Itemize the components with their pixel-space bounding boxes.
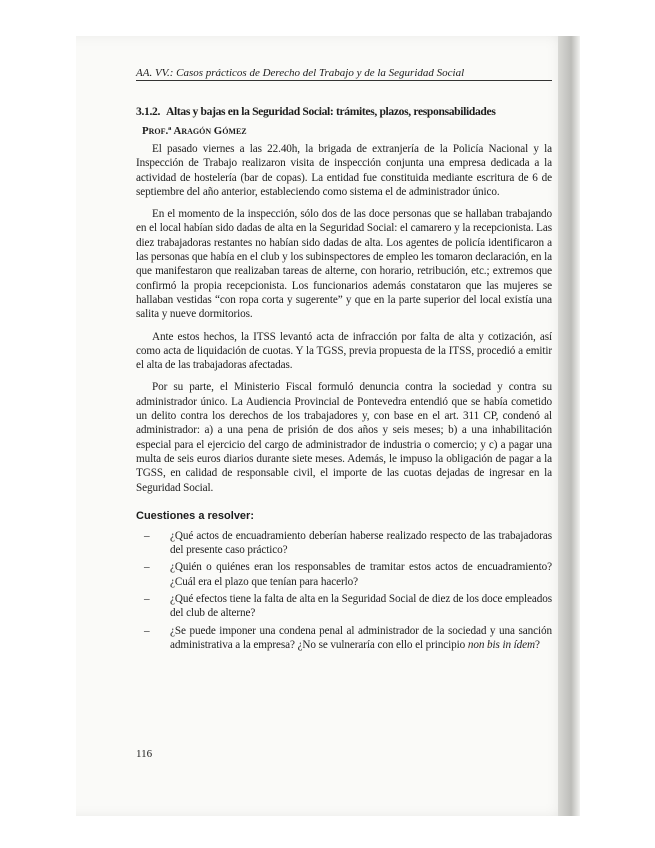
- page-edge-shadow: [558, 36, 580, 816]
- section-number: 3.1.2.: [136, 105, 160, 118]
- page-number: 116: [136, 748, 153, 760]
- dash-bullet: –: [144, 561, 150, 574]
- paragraph-4: Por su parte, el Ministerio Fiscal formuló denuncia contra la sociedad y contra su administrador único. La Audiencia Provincial de Pontevedra entendió que se había cometido un delito contra los derechos de los trabajadores y, con base en el art. 311 CP, condenó al administrador: a) a una pena de prisión de dos años y seis meses; b) a una inhabilitación especial para el ejercicio del cargo de administrador de industria o comercio; y c) a pagar una multa de seis euros diarios durante siete meses. Además, le impuso la obligación de pagar a la TGSS, en calidad de responsable civil, el importe de las cuotas dejadas de ingresar en la Seguridad Social.: [136, 381, 552, 494]
- section-title: Altas y bajas en la Seguridad Social: trámites, plazos, responsabilidades: [166, 105, 496, 118]
- paragraph-3: Ante estos hechos, la ITSS levantó acta de infracción por falta de alta y cotización, así como acta de liquidación de cuotas. Y la TGSS, previa propuesta de la ITSS, procedió a emitir el alta de las trabajadoras afectadas.: [136, 330, 552, 372]
- question-item: [136, 624, 552, 653]
- question-item: [136, 529, 552, 558]
- questions-heading: Cuestiones a resolver:: [136, 509, 254, 522]
- dash-bullet: –: [144, 593, 150, 606]
- latin-phrase: non bis in ídem: [467, 638, 536, 651]
- dash-bullet: –: [144, 624, 150, 637]
- running-head: AA. VV.: Casos prácticos de Derecho del Trabajo y de la Seguridad Social: [136, 66, 552, 81]
- questions-list: [136, 529, 552, 652]
- page-content: [136, 66, 552, 655]
- paragraph-1: El pasado viernes a las 22.40h, la brigada de extranjería de la Policía Nacional y la Inspección de Trabajo realizaron visita de inspección conjunta una empresa dedicada a la actividad de hostelería (bar de copas). La entidad fue constituida mediante escritura de 6 de septiembre del año anterior, estableciendo como sistema el de administrador único.: [136, 143, 552, 198]
- book-page: [76, 36, 576, 816]
- question-item: [136, 560, 552, 589]
- paragraph-2: En el momento de la inspección, sólo dos de las doce personas que se hallaban trabajando en el local habían sido dadas de alta en la Seguridad Social: el camarero y la recepcionista. Las diez trabajadoras restantes no habían sido dadas de alta. Los agentes de policía identificaron a las personas que había en el club y los subinspectores de empleo les tomaron declaración, en la que manifestaron que realizaban tareas de alterne, con horario, retribución, etc.; extremos que confirmó la propia recepcionista. Los funcionarios además constataron que las mujeres se hallaban vestidas “con ropa corta y sugerente” y que en la parte superior del local existía una salita y nueve dormitorios.: [136, 208, 552, 321]
- question-text: ¿Qué efectos tiene la falta de alta en la Seguridad Social de diez de los doce empleados del club de alterne?: [170, 593, 552, 620]
- author-name: Prof.ª Aragón Gómez: [142, 125, 247, 137]
- question-text: ¿Se puede imponer una condena penal al administrador de la sociedad y una sanción administrativa a la empresa? ¿No se vulneraría con ello el principio: [170, 624, 552, 651]
- section-heading: [136, 104, 552, 119]
- question-text-end: ?: [535, 638, 540, 651]
- question-text: ¿Quién o quiénes eran los responsables de tramitar estos actos de encuadramiento? ¿Cuál era el plazo que tenían para hacerlo?: [170, 561, 552, 588]
- question-item: [136, 592, 552, 621]
- dash-bullet: –: [144, 529, 150, 542]
- question-text: ¿Qué actos de encuadramiento deberían haberse realizado respecto de las trabajadoras del presente caso práctico?: [170, 529, 552, 557]
